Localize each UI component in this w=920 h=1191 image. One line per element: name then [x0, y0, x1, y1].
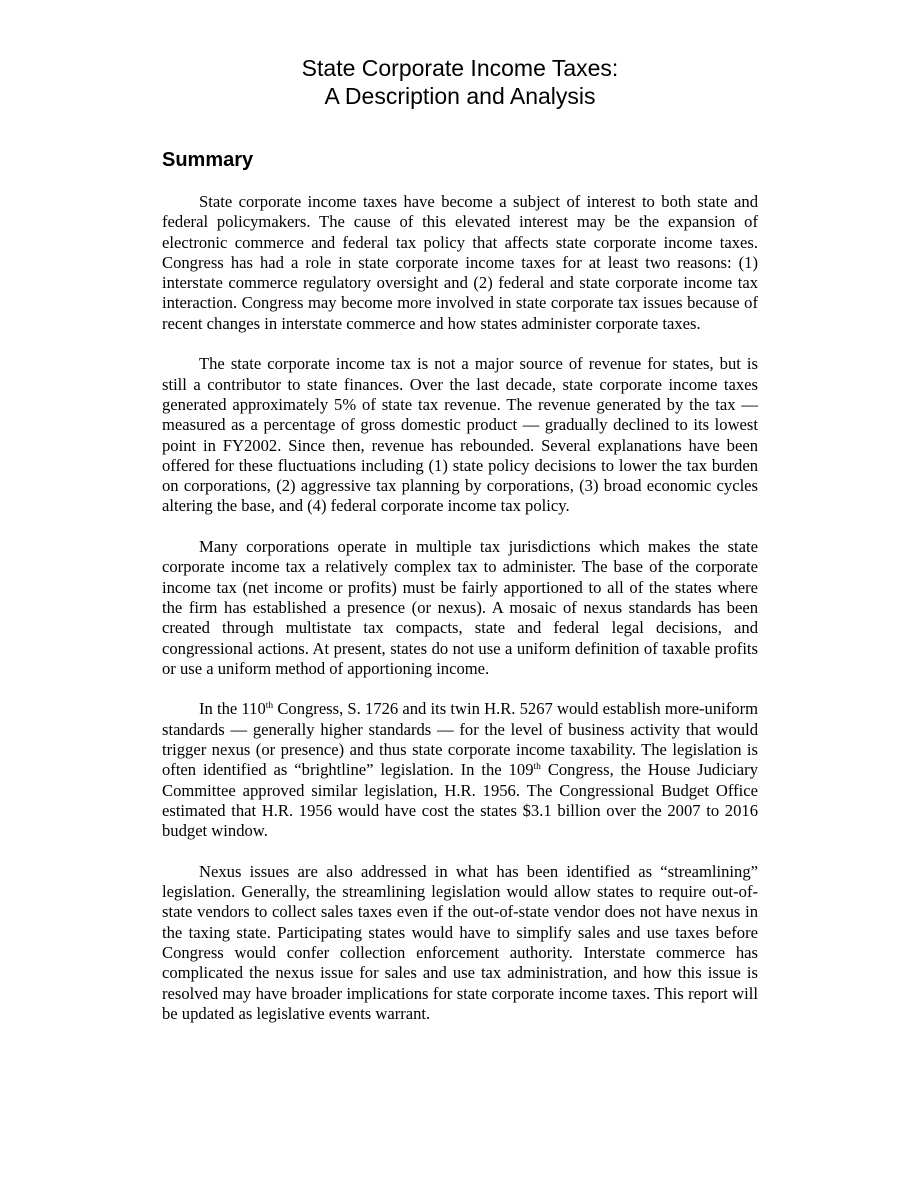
title-line-2: A Description and Analysis	[324, 83, 596, 109]
summary-paragraph-3: Many corporations operate in multiple tax jurisdictions which makes the state corporate income tax a relatively complex tax to administer. The base of the corporate income tax (net income or profits) must be fairly apportioned to all of the states where the firm has established a presence (or nexus). A mosaic of nexus standards has been created through multistate tax compacts, state and federal legal decisions, and congressional actions. At present, states do not use a uniform definition of taxable profits or use a uniform method of apportioning income.	[162, 537, 758, 678]
paragraph-4-text-part-1: In the 110	[199, 699, 266, 719]
title-line-1: State Corporate Income Taxes:	[301, 55, 619, 81]
paragraph-4-text-part-3: Congress, the House Judiciary Committee approved similar legislation, H.R. 1956. The Congressional Budget Office estimated that H.R. 1956 would have cost the states $3.1 billion over the 2007 to 2016 budget window.	[162, 760, 758, 841]
summary-paragraph-4	[162, 699, 758, 841]
paragraph-4-text-part-2: Congress, S. 1726 and its twin H.R. 5267 would establish more-uniform standards — generally higher standards — for the level of business activity that would trigger nexus (or presence) and thus state corporate income taxability. The legislation is often identified as “brightline” legislation. In the 109	[162, 699, 758, 780]
section-heading-summary: Summary	[162, 149, 254, 171]
ordinal-superscript-2: th	[533, 762, 541, 773]
ordinal-superscript-1: th	[265, 701, 274, 712]
document-title	[0, 54, 920, 110]
summary-paragraph-2: The state corporate income tax is not a major source of revenue for states, but is still a contributor to state finances. Over the last decade, state corporate income taxes generated approximately 5% of state tax revenue. The revenue generated by the tax — measured as a percentage of gross domestic product — gradually declined to its lowest point in FY2002. Since then, revenue has rebounded. Several explanations have been offered for these fluctuations including (1) state policy decisions to lower the tax burden on corporations, (2) aggressive tax planning by corporations, (3) broad economic cycles altering the base, and (4) federal corporate income tax policy.	[162, 354, 758, 516]
summary-paragraph-1: State corporate income taxes have become a subject of interest to both state and federal policymakers. The cause of this elevated interest may be the expansion of electronic commerce and federal tax policy that affects state corporate income taxes. Congress has had a role in state corporate income taxes for at least two reasons: (1) interstate commerce regulatory oversight and (2) federal and state corporate income tax interaction. Congress may become more involved in state corporate tax issues because of recent changes in interstate commerce and how states administer corporate taxes.	[162, 192, 758, 333]
summary-body	[162, 192, 758, 1044]
summary-paragraph-5: Nexus issues are also addressed in what has been identified as “streamlining” legislation. Generally, the streamlining legislation would allow states to require out-of-state vendors to collect sales taxes even if the out-of-state vendor does not have nexus in the taxing state. Participating states would have to simplify sales and use taxes before Congress would confer collection enforcement authority. Interstate commerce has complicated the nexus issue for sales and use tax administration, and how this issue is resolved may have broader implications for state corporate income taxes. This report will be updated as legislative events warrant.	[162, 861, 758, 1023]
